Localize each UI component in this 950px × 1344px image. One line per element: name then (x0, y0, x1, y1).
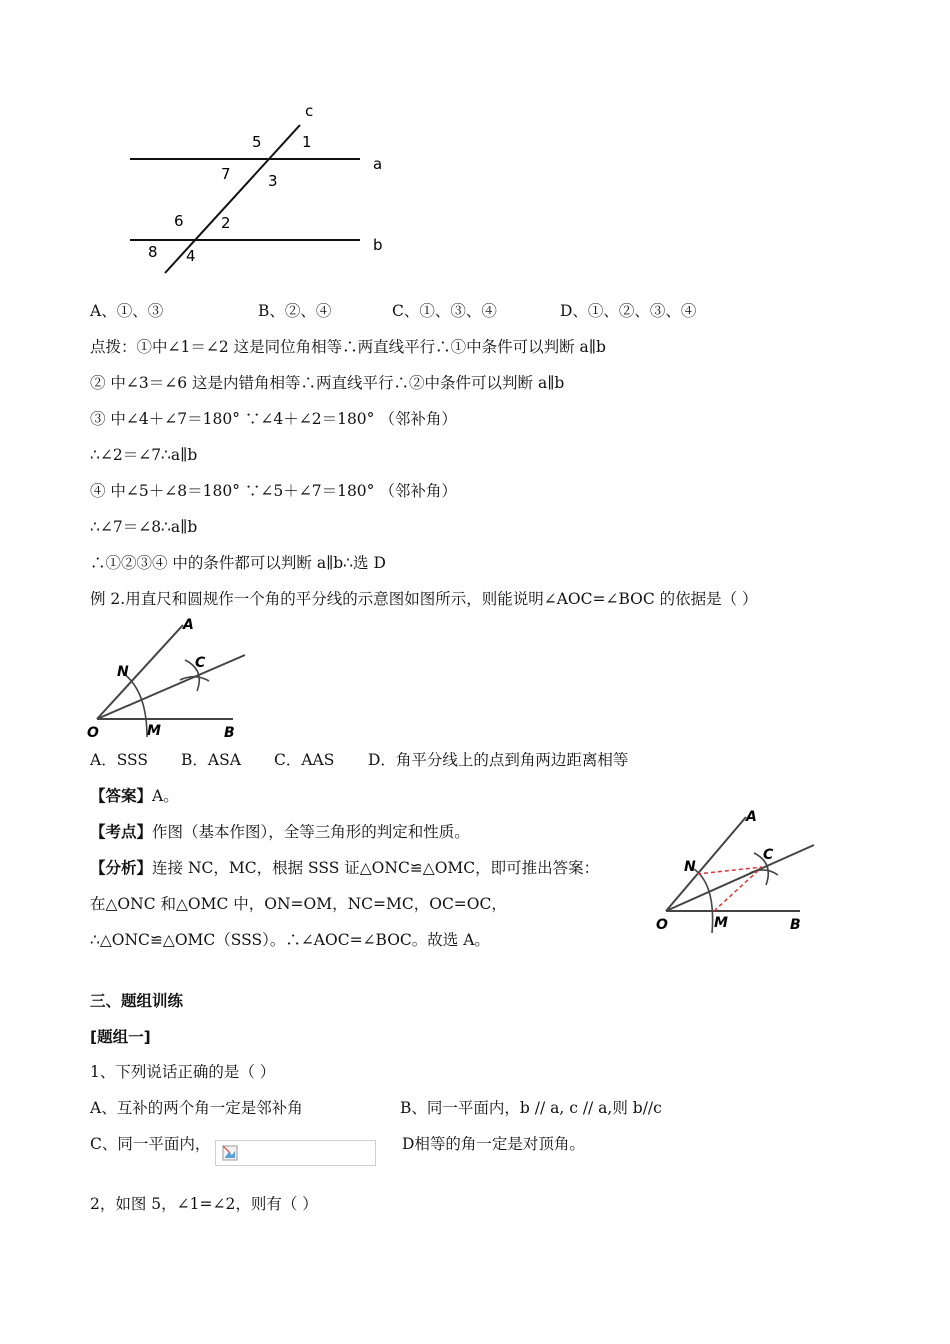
explain-line-4: ∴∠2＝∠7∴a∥b (90, 446, 198, 464)
explain-line-5: ④ 中∠5＋∠8＝180° ∵∠5＋∠7＝180° （邻补角） (90, 482, 457, 500)
figure-label-c: C (763, 847, 774, 863)
answer-line: 【答案】A。 (90, 787, 179, 805)
label-a: a (373, 155, 383, 173)
explain-line-2: ② 中∠3＝∠6 这是内错角相等∴两直线平行∴②中条件可以判断 a∥b (90, 374, 565, 392)
figure-label-c: C (195, 655, 206, 671)
angle-label-1: 1 (302, 133, 312, 151)
figure-label-o: O (87, 725, 99, 741)
angle-label-7: 7 (221, 165, 231, 183)
angle-label-3: 3 (268, 172, 278, 190)
figure-label-n: N (684, 859, 696, 875)
label-b: b (373, 236, 383, 254)
angle-label-4: 4 (186, 247, 196, 265)
explain-line-1: 点拨：①中∠1＝∠2 这是同位角相等∴两直线平行∴①中条件可以判断 a∥b (90, 338, 606, 356)
analysis-line-3: ∴△ONC≌△OMC（SSS）。∴∠AOC=∠BOC。故选 A。 (90, 931, 490, 949)
angle-label-8: 8 (148, 243, 158, 261)
angle-label-5: 5 (252, 133, 262, 151)
ex2-option-c: C．AAS (274, 751, 335, 769)
group-title: [题组一] (90, 1028, 151, 1046)
question-1-option-c: C、同一平面内， (90, 1135, 211, 1153)
question-1-option-d: D相等的角一定是对顶角。 (402, 1135, 585, 1153)
ex2-option-a: A．SSS (90, 751, 149, 769)
section-title: 三、题组训练 (90, 992, 184, 1010)
option-d: D、①、②、③、④ (560, 302, 697, 320)
question-1: 1、下列说话正确的是（ ） (90, 1063, 276, 1081)
question-2: 2，如图 5，∠1=∠2，则有（ ） (90, 1195, 318, 1213)
bisector-proof-figure (650, 805, 830, 937)
parallel-lines-figure (120, 95, 400, 280)
option-b: B、②、④ (258, 302, 332, 320)
figure-label-b: B (790, 917, 801, 933)
explain-line-3: ③ 中∠4＋∠7＝180° ∵∠4＋∠2＝180° （邻补角） (90, 410, 457, 428)
question-1-option-a: A、互补的两个角一定是邻补角 (90, 1099, 303, 1117)
option-c: C、①、③、④ (392, 302, 497, 320)
analysis-line-2: 在△ONC 和△OMC 中，ON=OM，NC=MC，OC=OC， (90, 895, 507, 913)
figure-label-m: M (147, 723, 161, 739)
figure-label-m: M (714, 915, 728, 931)
figure-label-a: A (746, 809, 757, 825)
angle-label-2: 2 (221, 214, 231, 232)
broken-image-icon (222, 1145, 238, 1161)
explain-line-6: ∴∠7＝∠8∴a∥b (90, 518, 198, 536)
figure-label-n: N (117, 664, 129, 680)
label-c: c (305, 102, 314, 120)
broken-image (215, 1140, 376, 1166)
example2-question: 例 2.用直尺和圆规作一个角的平分线的示意图如图所示，则能说明∠AOC=∠BOC 的依据是（ ） (90, 590, 758, 608)
ex2-option-d: D．角平分线上的点到角两边距离相等 (368, 751, 629, 769)
option-a: A、①、③ (90, 302, 164, 320)
figure-label-o: O (656, 917, 668, 933)
figure-label-b: B (224, 725, 235, 741)
figure-label-a: A (183, 617, 194, 633)
question-1-option-b: B、同一平面内，b // a, c // a,则 b//c (400, 1099, 662, 1117)
ex2-option-b: B．ASA (181, 751, 241, 769)
analysis-line: 【分析】连接 NC，MC，根据 SSS 证△ONC≌△OMC，即可推出答案： (90, 859, 600, 877)
explain-line-7: ∴①②③④ 中的条件都可以判断 a∥b∴选 D (90, 554, 386, 572)
angle-bisector-figure (85, 615, 255, 745)
point-line: 【考点】作图（基本作图），全等三角形的判定和性质。 (90, 823, 470, 841)
angle-label-6: 6 (174, 212, 184, 230)
